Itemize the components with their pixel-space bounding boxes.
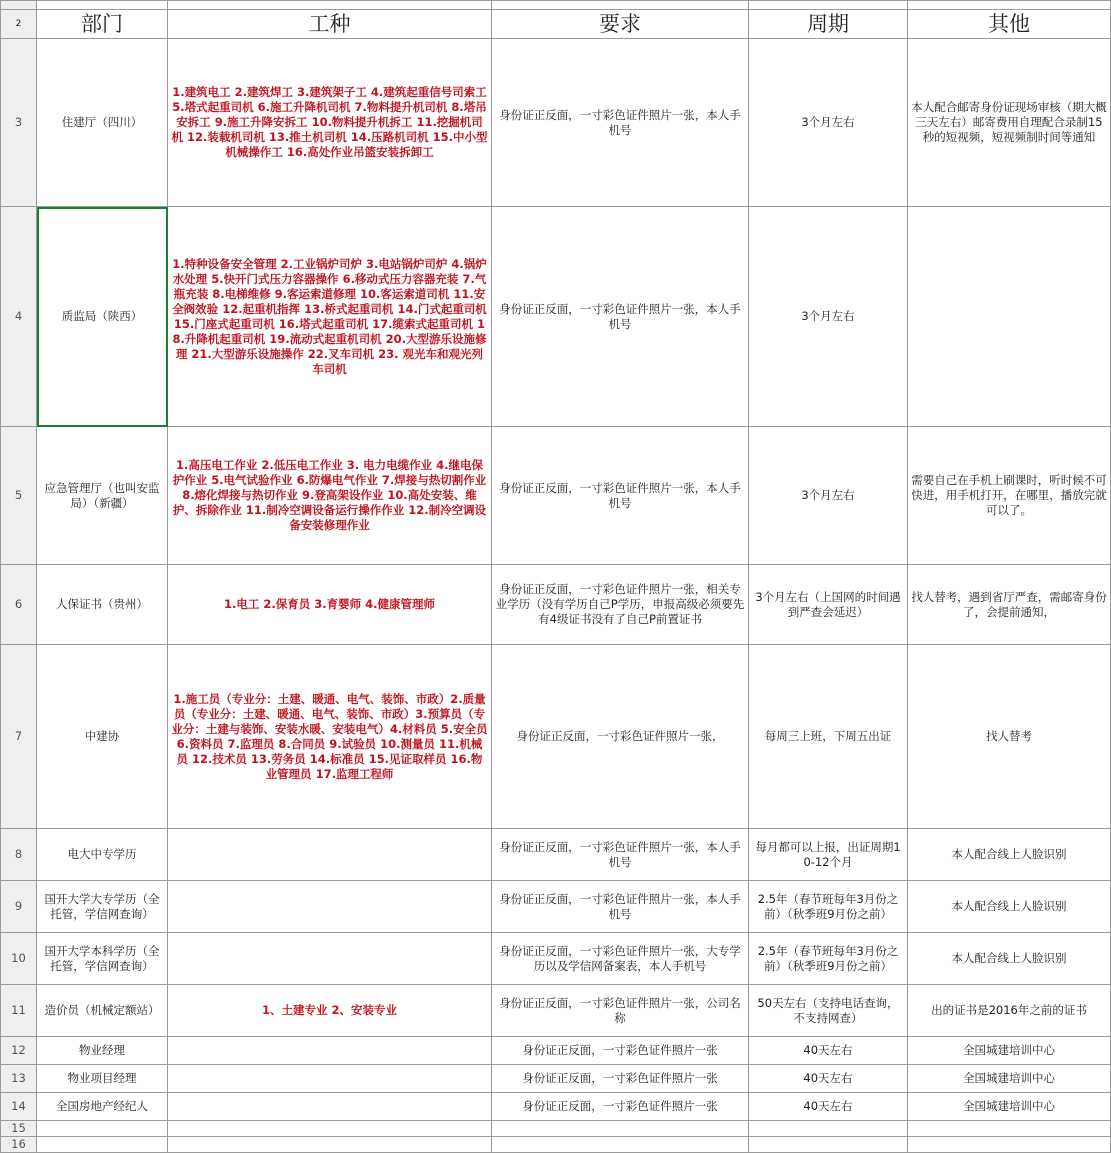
- column-header-period[interactable]: 周期: [749, 10, 908, 39]
- period-cell[interactable]: 50天左右（支持电话查询，不支持网查）: [749, 985, 908, 1037]
- dept-cell[interactable]: 物业经理: [37, 1037, 168, 1065]
- requirements-cell[interactable]: 身份证正反面，一寸彩色证件照片一张，本人手机号: [492, 39, 749, 207]
- dept-cell[interactable]: 中建协: [37, 645, 168, 829]
- table-row: [1, 1137, 1111, 1153]
- table-row: [1, 1, 1111, 10]
- requirements-cell[interactable]: 身份证正反面，一寸彩色证件照片一张，: [492, 645, 749, 829]
- table-row: [1, 207, 1111, 427]
- other-cell[interactable]: 本人配合邮寄身份证现场审核（期大概三天左右）邮寄费用自理配合录制15秒的短视频，短视频制时间等通知: [908, 39, 1111, 207]
- dept-cell[interactable]: 国开大学大专学历（全托管，学信网查询）: [37, 881, 168, 933]
- period-cell[interactable]: 40天左右: [749, 1093, 908, 1121]
- other-cell[interactable]: 需要自己在手机上刷课时，听时候不可快进，用手机打开，在哪里，播放完就可以了。: [908, 427, 1111, 565]
- dept-cell-selected[interactable]: 质监局（陕西）: [37, 207, 168, 427]
- types-cell[interactable]: [168, 881, 492, 933]
- cell[interactable]: [168, 1, 492, 10]
- table-row: [1, 645, 1111, 829]
- column-header-other[interactable]: 其他: [908, 10, 1111, 39]
- requirements-cell[interactable]: 身份证正反面，一寸彩色证件照片一张: [492, 1065, 749, 1093]
- requirements-cell[interactable]: 身份证正反面，一寸彩色证件照片一张，大专学历以及学信网备案表，本人手机号: [492, 933, 749, 985]
- requirements-cell[interactable]: 身份证正反面，一寸彩色证件照片一张: [492, 1037, 749, 1065]
- requirements-cell[interactable]: 身份证正反面，一寸彩色证件照片一张，本人手机号: [492, 427, 749, 565]
- period-cell[interactable]: 40天左右: [749, 1065, 908, 1093]
- period-cell[interactable]: 3个月左右: [749, 427, 908, 565]
- row-header[interactable]: 3: [1, 39, 37, 207]
- table-row: [1, 39, 1111, 207]
- table-row: [1, 829, 1111, 881]
- table-row: [1, 1037, 1111, 1065]
- row-header[interactable]: 8: [1, 829, 37, 881]
- column-header-requirements[interactable]: 要求: [492, 10, 749, 39]
- other-cell[interactable]: 本人配合线上人脸识别: [908, 933, 1111, 985]
- cell[interactable]: [749, 1, 908, 10]
- other-cell[interactable]: 找人替考: [908, 645, 1111, 829]
- table-row: [1, 985, 1111, 1037]
- cell[interactable]: [749, 1137, 908, 1153]
- period-cell[interactable]: 2.5年（春节班每年3月份之前）（秋季班9月份之前）: [749, 933, 908, 985]
- cell[interactable]: [492, 1121, 749, 1137]
- cell[interactable]: [492, 1, 749, 10]
- cell[interactable]: [168, 1137, 492, 1153]
- period-cell[interactable]: 3个月左右: [749, 39, 908, 207]
- types-cell[interactable]: 1.特种设备安全管理 2.工业锅炉司炉 3.电站锅炉司炉 4.锅炉水处理 5.快开门式压力容器操作 6.移动式压力容器充装 7.气瓶充装 8.电梯维修 9.客运索道修理 10.客运索道司机 11.安全阀效验 12.起重机指挥 13.桥式起重司机 14.门式起重司机 15.门座式起重司机 16.塔式起重司机 17.缆索式起重司机 18.升降机起重司机 19.流动式起重机司机 20.大型游乐设施修理 21.大型游乐设施操作 22.叉车司机 23. 观光车和观光列车司机: [168, 207, 492, 427]
- table-row: [1, 427, 1111, 565]
- cell[interactable]: [492, 1137, 749, 1153]
- row-header[interactable]: [1, 1, 37, 10]
- cell[interactable]: [37, 1137, 168, 1153]
- period-cell[interactable]: 每周三上班，下周五出证: [749, 645, 908, 829]
- types-cell[interactable]: 1.高压电工作业 2.低压电工作业 3. 电力电缆作业 4.继电保护作业 5.电气试验作业 6.防爆电气作业 7.焊接与热切割作业 8.熔化焊接与热切作业 9.登高架设作业 10.高处安装、维护、拆除作业 11.制冷空调设备运行操作作业 12.制冷空调设备安装修理作业: [168, 427, 492, 565]
- cell[interactable]: [37, 1121, 168, 1137]
- column-header-dept[interactable]: 部门: [37, 10, 168, 39]
- dept-cell[interactable]: 物业项目经理: [37, 1065, 168, 1093]
- dept-cell[interactable]: 住建厅（四川）: [37, 39, 168, 207]
- types-cell[interactable]: [168, 829, 492, 881]
- other-cell[interactable]: 本人配合线上人脸识别: [908, 881, 1111, 933]
- requirements-cell[interactable]: 身份证正反面，一寸彩色证件照片一张: [492, 1093, 749, 1121]
- cell[interactable]: [37, 1, 168, 10]
- other-cell[interactable]: 全国城建培训中心: [908, 1065, 1111, 1093]
- table-row: [1, 1065, 1111, 1093]
- row-header[interactable]: 2: [1, 10, 37, 39]
- row-header[interactable]: 4: [1, 207, 37, 427]
- requirements-cell[interactable]: 身份证正反面，一寸彩色证件照片一张，本人手机号: [492, 207, 749, 427]
- types-cell[interactable]: [168, 1093, 492, 1121]
- dept-cell[interactable]: 国开大学本科学历（全托管，学信网查询）: [37, 933, 168, 985]
- row-header[interactable]: 14: [1, 1093, 37, 1121]
- period-cell[interactable]: 40天左右: [749, 1037, 908, 1065]
- table-row: [1, 565, 1111, 645]
- other-cell[interactable]: 找人替考，遇到省厅严查，需邮寄身份了，会提前通知，: [908, 565, 1111, 645]
- row-header[interactable]: 5: [1, 427, 37, 565]
- cell[interactable]: [749, 1121, 908, 1137]
- row-header[interactable]: 15: [1, 1121, 37, 1137]
- row-header[interactable]: 12: [1, 1037, 37, 1065]
- types-cell[interactable]: [168, 933, 492, 985]
- dept-cell[interactable]: 全国房地产经纪人: [37, 1093, 168, 1121]
- types-cell[interactable]: 1.建筑电工 2.建筑焊工 3.建筑架子工 4.建筑起重信号司索工 5.塔式起重司机 6.施工升降机司机 7.物料提升机司机 8.塔吊安拆工 9.施工升降安拆工 10.物料提升机拆工 11.挖掘机司机 12.装载机司机 13.推土机司机 14.压路机司机 15.中小型机械操作工 16.高处作业吊篮安装拆卸工: [168, 39, 492, 207]
- column-header-types[interactable]: 工种: [168, 10, 492, 39]
- row-header[interactable]: 13: [1, 1065, 37, 1093]
- types-cell[interactable]: 1、土建专业 2、安装专业: [168, 985, 492, 1037]
- table-row: [1, 933, 1111, 985]
- other-cell[interactable]: 全国城建培训中心: [908, 1093, 1111, 1121]
- row-header[interactable]: 10: [1, 933, 37, 985]
- dept-cell[interactable]: 应急管理厅（也叫安监局）（新疆）: [37, 427, 168, 565]
- cell[interactable]: [908, 1, 1111, 10]
- types-cell[interactable]: [168, 1065, 492, 1093]
- row-header[interactable]: 7: [1, 645, 37, 829]
- dept-cell[interactable]: 造价员（机械定额站）: [37, 985, 168, 1037]
- cell[interactable]: [908, 1137, 1111, 1153]
- other-cell[interactable]: 全国城建培训中心: [908, 1037, 1111, 1065]
- period-cell[interactable]: 每月都可以上报，出证周期10-12个月: [749, 829, 908, 881]
- header-row: [1, 10, 1111, 39]
- requirements-cell[interactable]: 身份证正反面，一寸彩色证件照片一张，本人手机号: [492, 829, 749, 881]
- period-cell[interactable]: 2.5年（春节班每年3月份之前）（秋季班9月份之前）: [749, 881, 908, 933]
- requirements-cell[interactable]: 身份证正反面，一寸彩色证件照片一张，公司名称: [492, 985, 749, 1037]
- row-header[interactable]: 11: [1, 985, 37, 1037]
- other-cell[interactable]: [908, 207, 1111, 427]
- cell[interactable]: [908, 1121, 1111, 1137]
- row-header[interactable]: 6: [1, 565, 37, 645]
- types-cell[interactable]: 1.电工 2.保育员 3.育婴师 4.健康管理师: [168, 565, 492, 645]
- row-header[interactable]: 9: [1, 881, 37, 933]
- table-row: [1, 1093, 1111, 1121]
- requirements-cell[interactable]: 身份证正反面，一寸彩色证件照片一张，本人手机号: [492, 881, 749, 933]
- table-row: [1, 1121, 1111, 1137]
- row-header[interactable]: 16: [1, 1137, 37, 1153]
- dept-cell[interactable]: 电大中专学历: [37, 829, 168, 881]
- table-row: [1, 881, 1111, 933]
- period-cell[interactable]: 3个月左右（上国网的时间遇到严查会延迟）: [749, 565, 908, 645]
- other-cell[interactable]: 本人配合线上人脸识别: [908, 829, 1111, 881]
- dept-cell[interactable]: 人保证书（贵州）: [37, 565, 168, 645]
- types-cell[interactable]: [168, 1037, 492, 1065]
- period-cell[interactable]: 3个月左右: [749, 207, 908, 427]
- cell[interactable]: [168, 1121, 492, 1137]
- types-cell[interactable]: 1.施工员（专业分：土建、暖通、电气、装饰、市政）2.质量员（专业分：土建、暖通、电气、装饰、市政）3.预算员（专业分：土建与装饰、安装水暖、安装电气）4.材料员 5.安全员 6.资料员 7.监理员 8.合同员 9.试验员 10.测量员 11.机械员 12.技术员 13.劳务员 14.标准员 15.见证取样员 16.物业管理员 17.监理工程师: [168, 645, 492, 829]
- requirements-cell[interactable]: 身份证正反面，一寸彩色证件照片一张，相关专业学历（没有学历自己P学历，申报高级必须要先有4级证书没有了自己P前置证书: [492, 565, 749, 645]
- other-cell[interactable]: 出的证书是2016年之前的证书: [908, 985, 1111, 1037]
